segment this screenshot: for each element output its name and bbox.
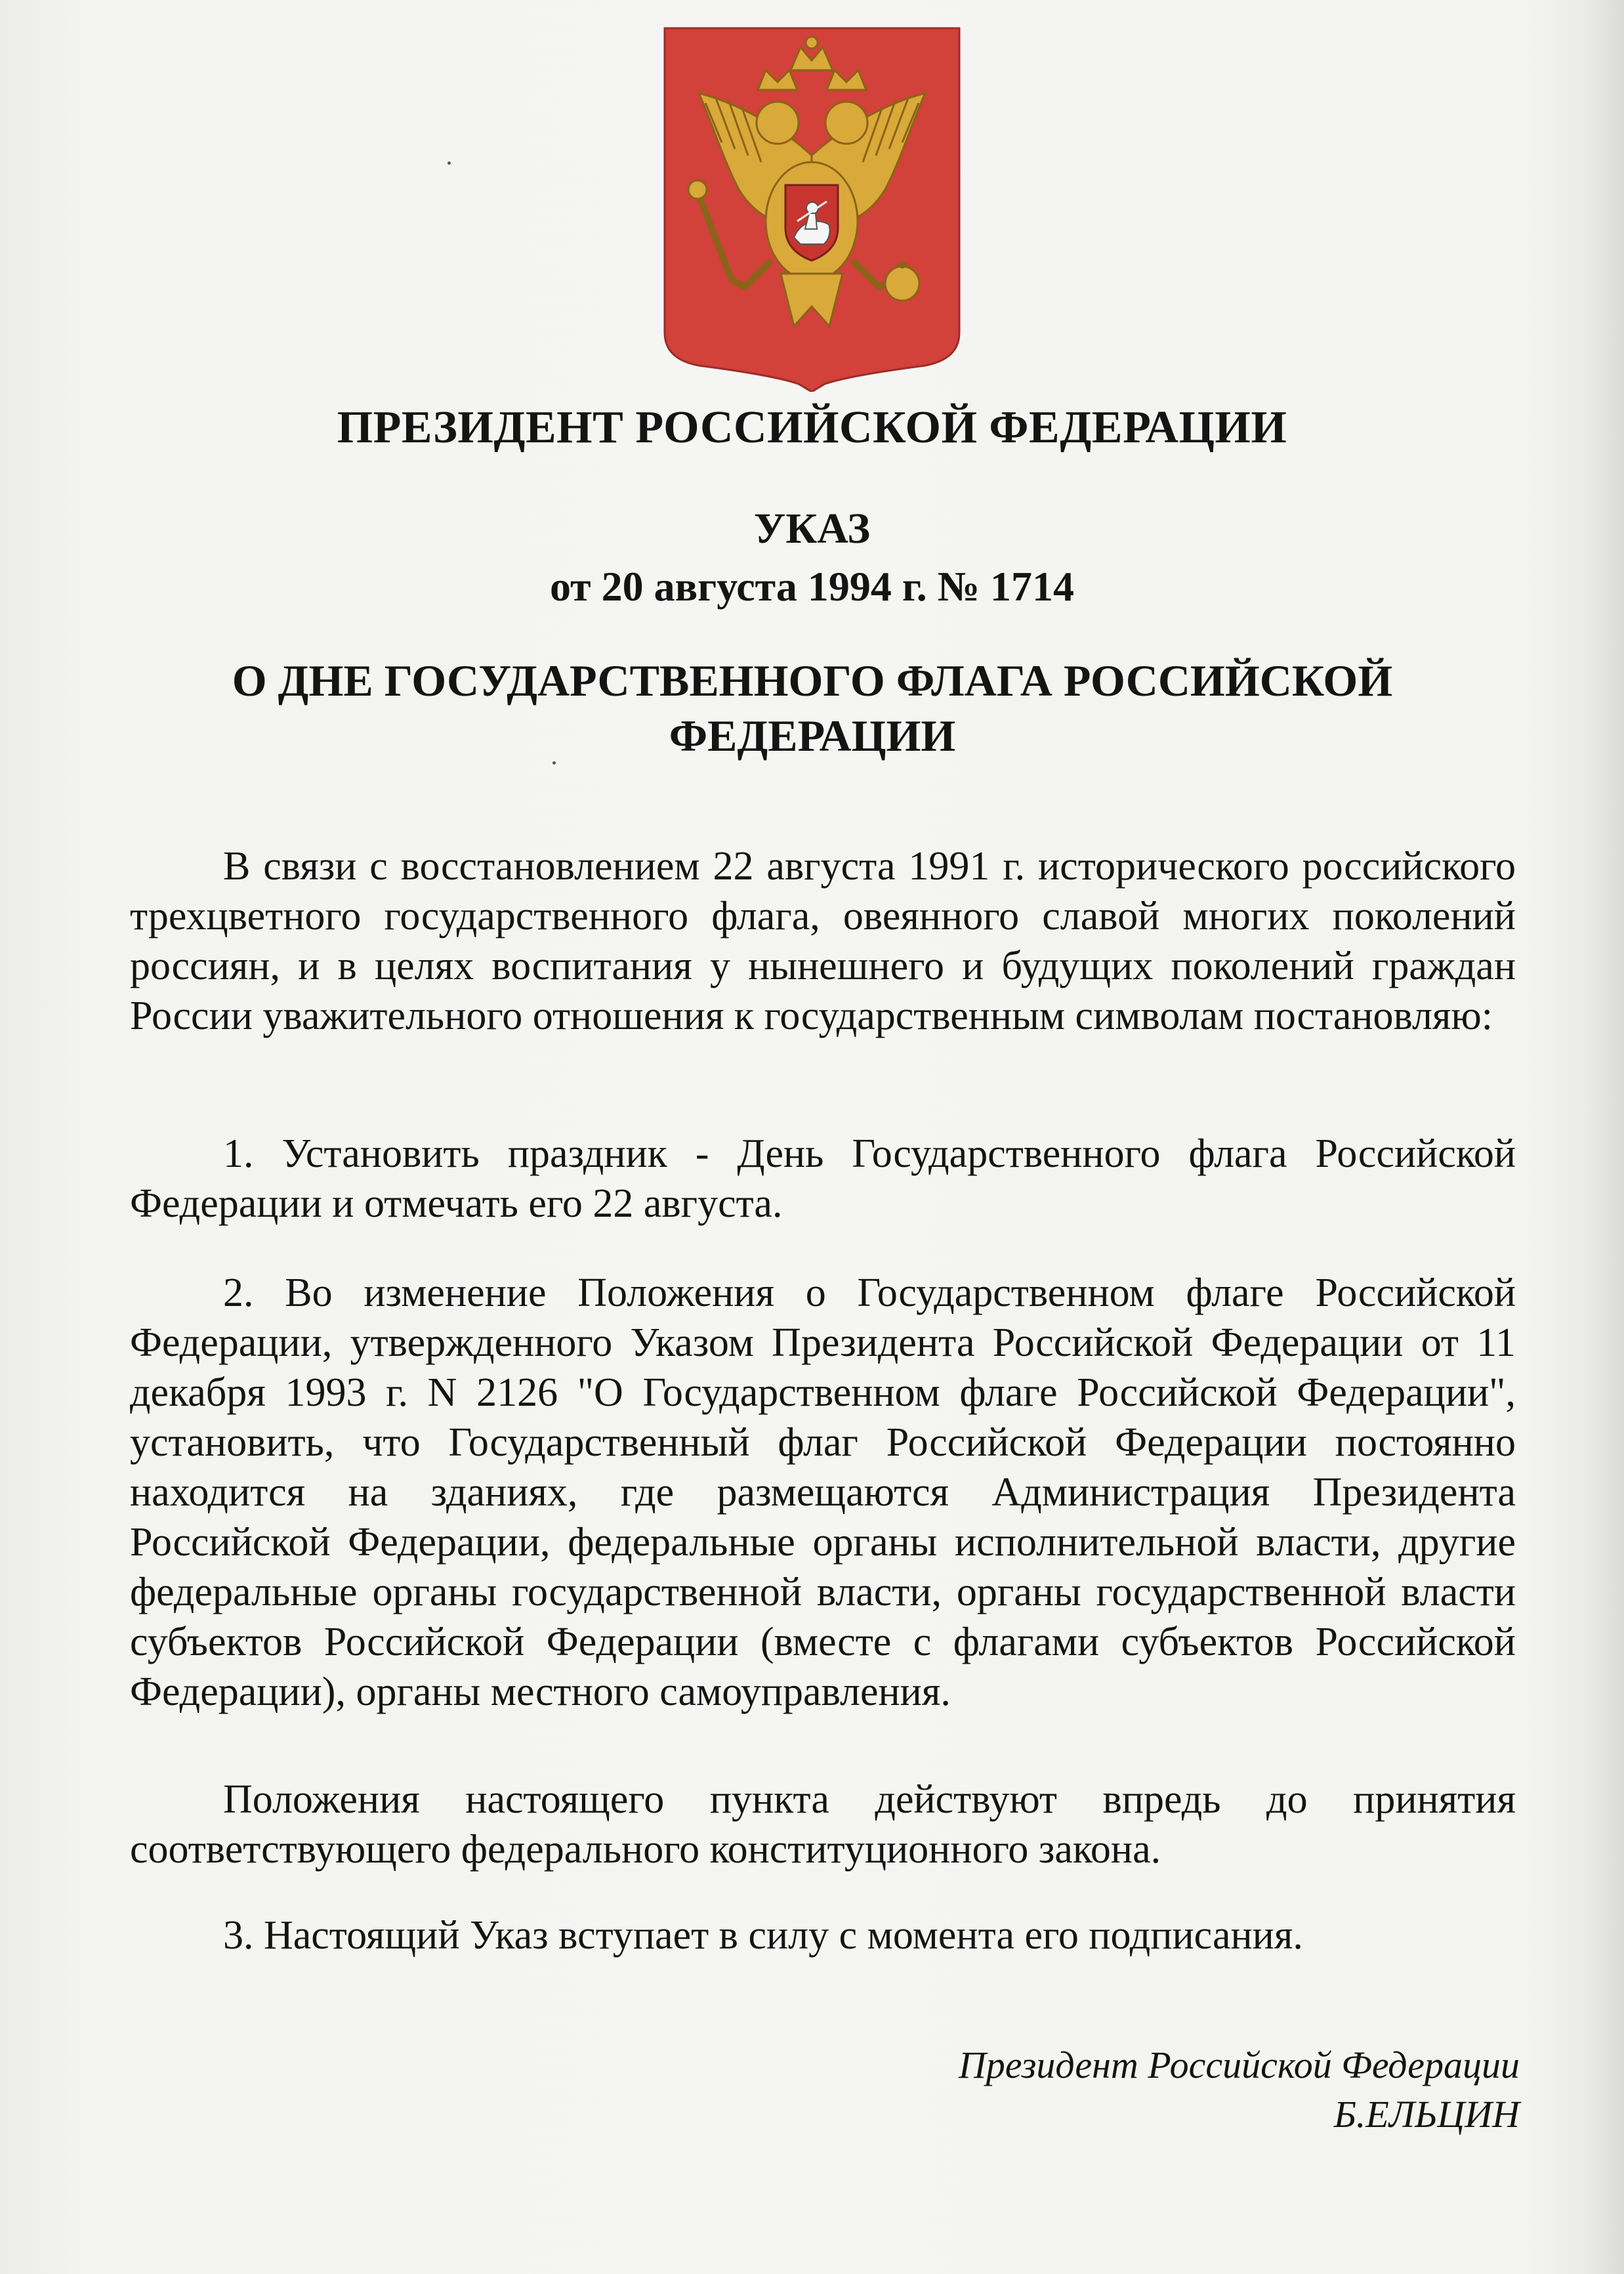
paragraph-item-3 bbox=[130, 1910, 1516, 1960]
paragraph-item-2-note-text: Положения настоящего пункта действуют впредь до принятия соответствующего федерального конституционного закона. bbox=[130, 1777, 1516, 1872]
decree-subject: О ДНЕ ГОСУДАРСТВЕННОГО ФЛАГА РОССИЙСКОЙ ФЕДЕРАЦИИ bbox=[232, 656, 1393, 761]
page-edge-shadow bbox=[1585, 0, 1624, 2274]
paragraph-item-1 bbox=[130, 1129, 1516, 1229]
paper-speck bbox=[448, 161, 451, 165]
decree-date-number: от 20 августа 1994 г. № 1714 bbox=[549, 563, 1075, 610]
paragraph-intro-text: В связи с восстановлением 22 августа 1991 г. исторического российского трехцветного государственного флага, овеянного славой многих поколений россиян, и в целях воспитания у нынешнего и будущих поколений граждан России уважительного отношения к государственным символам постановляю: bbox=[130, 844, 1516, 1038]
paragraph-intro bbox=[130, 841, 1516, 1041]
document-header: ПРЕЗИДЕНТ РОССИЙСКОЙ ФЕДЕРАЦИИ bbox=[337, 402, 1287, 453]
paper-speck bbox=[552, 761, 556, 765]
coat-of-arms-icon bbox=[659, 24, 965, 392]
paragraph-item-2-note bbox=[130, 1775, 1516, 1874]
signature-name: Б.ЕЛЬЦИН bbox=[1333, 2093, 1520, 2136]
decree-label: УКАЗ bbox=[753, 505, 871, 553]
paragraph-item-1-text: 1. Установить праздник - День Государственного флага Российской Федерации и отмечать его 22 августа. bbox=[130, 1131, 1516, 1226]
signature-title: Президент Российской Федерации bbox=[958, 2044, 1520, 2086]
paragraph-item-2 bbox=[130, 1268, 1516, 1717]
paragraph-item-3-text: 3. Настоящий Указ вступает в силу с момента его подписания. bbox=[223, 1913, 1303, 1958]
paragraph-item-2-text: 2. Во изменение Положения о Государственном флаге Российской Федерации, утвержденного Указом Президента Российской Федерации от 11 декабря 1993 г. N 2126 "О Государственном флаге Российской Федерации", установить, что Государственный флаг Российской Федерации постоянно находится на зданиях, где размещаются Администрация Президента Российской Федерации, федеральные органы исполнительной власти, другие федеральные органы государственной власти, органы государственной власти субъектов Российской Федерации (вместе с флагами субъектов Российской Федерации), органы местного самоуправления. bbox=[130, 1271, 1516, 1714]
